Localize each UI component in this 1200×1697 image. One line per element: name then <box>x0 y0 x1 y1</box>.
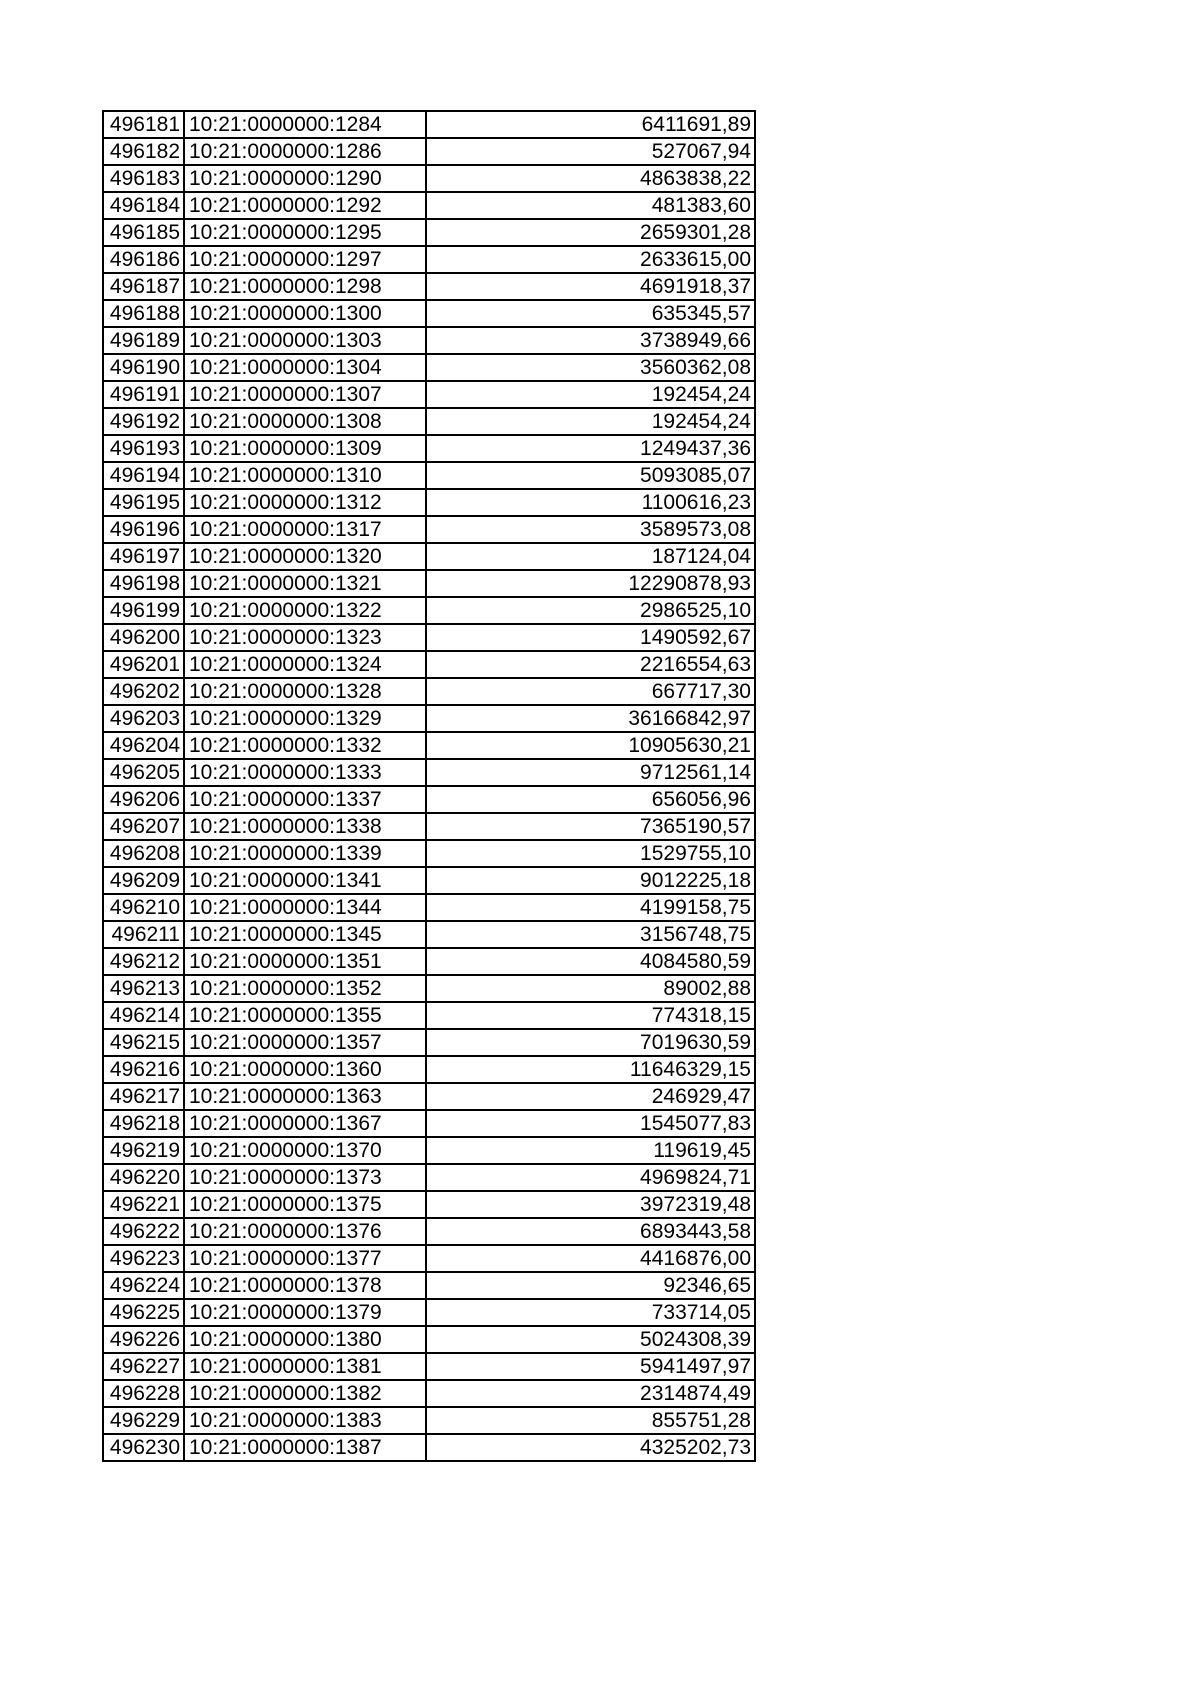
cadastral-number-cell: 10:21:0000000:1324 <box>184 651 426 678</box>
row-number-cell: 496224 <box>103 1272 184 1299</box>
value-cell: 6411691,89 <box>426 111 755 138</box>
row-number-cell: 496182 <box>103 138 184 165</box>
table-row <box>103 246 755 273</box>
value-cell: 3156748,75 <box>426 921 755 948</box>
table-row <box>103 840 755 867</box>
value-cell: 1100616,23 <box>426 489 755 516</box>
table-body <box>103 111 755 1461</box>
row-number-cell: 496198 <box>103 570 184 597</box>
value-cell: 4416876,00 <box>426 1245 755 1272</box>
value-cell: 7019630,59 <box>426 1029 755 1056</box>
value-cell: 733714,05 <box>426 1299 755 1326</box>
row-number-cell: 496221 <box>103 1191 184 1218</box>
cadastral-number-cell: 10:21:0000000:1379 <box>184 1299 426 1326</box>
table-row <box>103 1245 755 1272</box>
row-number-cell: 496225 <box>103 1299 184 1326</box>
row-number-cell: 496209 <box>103 867 184 894</box>
table-row <box>103 462 755 489</box>
row-number-cell: 496192 <box>103 408 184 435</box>
cadastral-number-cell: 10:21:0000000:1360 <box>184 1056 426 1083</box>
table-row <box>103 543 755 570</box>
cadastral-number-cell: 10:21:0000000:1322 <box>184 597 426 624</box>
row-number-cell: 496201 <box>103 651 184 678</box>
row-number-cell: 496185 <box>103 219 184 246</box>
row-number-cell: 496184 <box>103 192 184 219</box>
value-cell: 2633615,00 <box>426 246 755 273</box>
table-row <box>103 1191 755 1218</box>
value-cell: 119619,45 <box>426 1137 755 1164</box>
table-row <box>103 219 755 246</box>
table-row <box>103 1299 755 1326</box>
row-number-cell: 496213 <box>103 975 184 1002</box>
value-cell: 481383,60 <box>426 192 755 219</box>
cadastral-number-cell: 10:21:0000000:1370 <box>184 1137 426 1164</box>
cadastral-number-cell: 10:21:0000000:1300 <box>184 300 426 327</box>
cadastral-number-cell: 10:21:0000000:1307 <box>184 381 426 408</box>
value-cell: 89002,88 <box>426 975 755 1002</box>
value-cell: 1529755,10 <box>426 840 755 867</box>
value-cell: 855751,28 <box>426 1407 755 1434</box>
table-row <box>103 273 755 300</box>
value-cell: 3972319,48 <box>426 1191 755 1218</box>
value-cell: 4199158,75 <box>426 894 755 921</box>
table-row <box>103 759 755 786</box>
value-cell: 192454,24 <box>426 408 755 435</box>
value-cell: 2216554,63 <box>426 651 755 678</box>
row-number-cell: 496195 <box>103 489 184 516</box>
table-row <box>103 1326 755 1353</box>
row-number-cell: 496183 <box>103 165 184 192</box>
cadastral-number-cell: 10:21:0000000:1339 <box>184 840 426 867</box>
table-row <box>103 678 755 705</box>
cadastral-number-cell: 10:21:0000000:1363 <box>184 1083 426 1110</box>
row-number-cell: 496220 <box>103 1164 184 1191</box>
table-row <box>103 948 755 975</box>
cadastral-number-cell: 10:21:0000000:1376 <box>184 1218 426 1245</box>
cadastral-number-cell: 10:21:0000000:1328 <box>184 678 426 705</box>
cadastral-number-cell: 10:21:0000000:1375 <box>184 1191 426 1218</box>
row-number-cell: 496215 <box>103 1029 184 1056</box>
table-row <box>103 381 755 408</box>
cadastral-number-cell: 10:21:0000000:1337 <box>184 786 426 813</box>
value-cell: 6893443,58 <box>426 1218 755 1245</box>
table-row <box>103 165 755 192</box>
cadastral-number-cell: 10:21:0000000:1355 <box>184 1002 426 1029</box>
table-row <box>103 732 755 759</box>
value-cell: 187124,04 <box>426 543 755 570</box>
row-number-cell: 496181 <box>103 111 184 138</box>
cadastral-number-cell: 10:21:0000000:1373 <box>184 1164 426 1191</box>
cadastral-number-cell: 10:21:0000000:1352 <box>184 975 426 1002</box>
table-row <box>103 192 755 219</box>
cadastral-number-cell: 10:21:0000000:1344 <box>184 894 426 921</box>
cadastral-number-cell: 10:21:0000000:1377 <box>184 1245 426 1272</box>
value-cell: 5941497,97 <box>426 1353 755 1380</box>
value-cell: 774318,15 <box>426 1002 755 1029</box>
value-cell: 667717,30 <box>426 678 755 705</box>
table-row <box>103 921 755 948</box>
table-row <box>103 1407 755 1434</box>
table-row <box>103 813 755 840</box>
cadastral-number-cell: 10:21:0000000:1367 <box>184 1110 426 1137</box>
table-row <box>103 435 755 462</box>
table-row <box>103 1272 755 1299</box>
table-row <box>103 138 755 165</box>
value-cell: 7365190,57 <box>426 813 755 840</box>
cadastral-number-cell: 10:21:0000000:1329 <box>184 705 426 732</box>
table-row <box>103 300 755 327</box>
cadastral-number-cell: 10:21:0000000:1295 <box>184 219 426 246</box>
cadastral-number-cell: 10:21:0000000:1304 <box>184 354 426 381</box>
value-cell: 11646329,15 <box>426 1056 755 1083</box>
table-row <box>103 111 755 138</box>
row-number-cell: 496196 <box>103 516 184 543</box>
row-number-cell: 496204 <box>103 732 184 759</box>
cadastral-number-cell: 10:21:0000000:1309 <box>184 435 426 462</box>
cadastral-number-cell: 10:21:0000000:1387 <box>184 1434 426 1461</box>
value-cell: 92346,65 <box>426 1272 755 1299</box>
row-number-cell: 496218 <box>103 1110 184 1137</box>
table-row <box>103 1380 755 1407</box>
value-cell: 1545077,83 <box>426 1110 755 1137</box>
value-cell: 3560362,08 <box>426 354 755 381</box>
table-row <box>103 1164 755 1191</box>
row-number-cell: 496211 <box>103 921 184 948</box>
row-number-cell: 496210 <box>103 894 184 921</box>
value-cell: 2314874,49 <box>426 1380 755 1407</box>
table-row <box>103 1056 755 1083</box>
table-row <box>103 867 755 894</box>
cadastral-number-cell: 10:21:0000000:1382 <box>184 1380 426 1407</box>
cadastral-number-cell: 10:21:0000000:1297 <box>184 246 426 273</box>
value-cell: 2659301,28 <box>426 219 755 246</box>
row-number-cell: 496229 <box>103 1407 184 1434</box>
cadastral-number-cell: 10:21:0000000:1338 <box>184 813 426 840</box>
table-row <box>103 651 755 678</box>
cadastral-number-cell: 10:21:0000000:1310 <box>184 462 426 489</box>
value-cell: 4969824,71 <box>426 1164 755 1191</box>
table-row <box>103 1218 755 1245</box>
row-number-cell: 496214 <box>103 1002 184 1029</box>
value-cell: 10905630,21 <box>426 732 755 759</box>
row-number-cell: 496194 <box>103 462 184 489</box>
row-number-cell: 496223 <box>103 1245 184 1272</box>
row-number-cell: 496203 <box>103 705 184 732</box>
row-number-cell: 496227 <box>103 1353 184 1380</box>
value-cell: 5093085,07 <box>426 462 755 489</box>
value-cell: 3589573,08 <box>426 516 755 543</box>
cadastral-number-cell: 10:21:0000000:1286 <box>184 138 426 165</box>
cadastral-number-cell: 10:21:0000000:1333 <box>184 759 426 786</box>
cadastral-number-cell: 10:21:0000000:1383 <box>184 1407 426 1434</box>
table-row <box>103 1137 755 1164</box>
table-row <box>103 570 755 597</box>
value-cell: 635345,57 <box>426 300 755 327</box>
row-number-cell: 496197 <box>103 543 184 570</box>
cadastral-number-cell: 10:21:0000000:1303 <box>184 327 426 354</box>
cadastral-number-cell: 10:21:0000000:1323 <box>184 624 426 651</box>
cadastral-number-cell: 10:21:0000000:1320 <box>184 543 426 570</box>
row-number-cell: 496190 <box>103 354 184 381</box>
row-number-cell: 496205 <box>103 759 184 786</box>
value-cell: 527067,94 <box>426 138 755 165</box>
table-row <box>103 1002 755 1029</box>
value-cell: 2986525,10 <box>426 597 755 624</box>
row-number-cell: 496217 <box>103 1083 184 1110</box>
cadastral-number-cell: 10:21:0000000:1357 <box>184 1029 426 1056</box>
value-cell: 656056,96 <box>426 786 755 813</box>
cadastral-number-cell: 10:21:0000000:1312 <box>184 489 426 516</box>
value-cell: 192454,24 <box>426 381 755 408</box>
cadastral-number-cell: 10:21:0000000:1378 <box>184 1272 426 1299</box>
value-cell: 1490592,67 <box>426 624 755 651</box>
table-row <box>103 975 755 1002</box>
value-cell: 4325202,73 <box>426 1434 755 1461</box>
table-row <box>103 597 755 624</box>
value-cell: 4863838,22 <box>426 165 755 192</box>
table-row <box>103 354 755 381</box>
value-cell: 9012225,18 <box>426 867 755 894</box>
row-number-cell: 496206 <box>103 786 184 813</box>
table-row <box>103 624 755 651</box>
value-cell: 36166842,97 <box>426 705 755 732</box>
row-number-cell: 496188 <box>103 300 184 327</box>
table-row <box>103 1110 755 1137</box>
cadastral-number-cell: 10:21:0000000:1321 <box>184 570 426 597</box>
row-number-cell: 496186 <box>103 246 184 273</box>
row-number-cell: 496230 <box>103 1434 184 1461</box>
row-number-cell: 496207 <box>103 813 184 840</box>
row-number-cell: 496208 <box>103 840 184 867</box>
table-row <box>103 1029 755 1056</box>
cadastral-number-cell: 10:21:0000000:1298 <box>184 273 426 300</box>
row-number-cell: 496202 <box>103 678 184 705</box>
cadastral-number-cell: 10:21:0000000:1308 <box>184 408 426 435</box>
cadastral-number-cell: 10:21:0000000:1317 <box>184 516 426 543</box>
cadastral-number-cell: 10:21:0000000:1341 <box>184 867 426 894</box>
table-row <box>103 489 755 516</box>
row-number-cell: 496189 <box>103 327 184 354</box>
cadastral-number-cell: 10:21:0000000:1380 <box>184 1326 426 1353</box>
table-row <box>103 786 755 813</box>
table-row <box>103 408 755 435</box>
value-cell: 5024308,39 <box>426 1326 755 1353</box>
value-cell: 4691918,37 <box>426 273 755 300</box>
value-cell: 12290878,93 <box>426 570 755 597</box>
row-number-cell: 496212 <box>103 948 184 975</box>
table-row <box>103 894 755 921</box>
value-cell: 4084580,59 <box>426 948 755 975</box>
value-cell: 3738949,66 <box>426 327 755 354</box>
cadastral-number-cell: 10:21:0000000:1351 <box>184 948 426 975</box>
row-number-cell: 496222 <box>103 1218 184 1245</box>
row-number-cell: 496200 <box>103 624 184 651</box>
row-number-cell: 496216 <box>103 1056 184 1083</box>
row-number-cell: 496187 <box>103 273 184 300</box>
cadastral-number-cell: 10:21:0000000:1345 <box>184 921 426 948</box>
row-number-cell: 496228 <box>103 1380 184 1407</box>
table-row <box>103 516 755 543</box>
table-row <box>103 1083 755 1110</box>
table-row <box>103 705 755 732</box>
value-cell: 1249437,36 <box>426 435 755 462</box>
row-number-cell: 496199 <box>103 597 184 624</box>
row-number-cell: 496193 <box>103 435 184 462</box>
cadastral-number-cell: 10:21:0000000:1332 <box>184 732 426 759</box>
cadastral-number-cell: 10:21:0000000:1284 <box>184 111 426 138</box>
table-row <box>103 1434 755 1461</box>
cadastral-number-cell: 10:21:0000000:1290 <box>184 165 426 192</box>
cadastral-number-cell: 10:21:0000000:1381 <box>184 1353 426 1380</box>
table-row <box>103 1353 755 1380</box>
row-number-cell: 496219 <box>103 1137 184 1164</box>
row-number-cell: 496191 <box>103 381 184 408</box>
cadastral-number-cell: 10:21:0000000:1292 <box>184 192 426 219</box>
row-number-cell: 496226 <box>103 1326 184 1353</box>
data-table <box>102 110 756 1462</box>
value-cell: 246929,47 <box>426 1083 755 1110</box>
value-cell: 9712561,14 <box>426 759 755 786</box>
table-row <box>103 327 755 354</box>
